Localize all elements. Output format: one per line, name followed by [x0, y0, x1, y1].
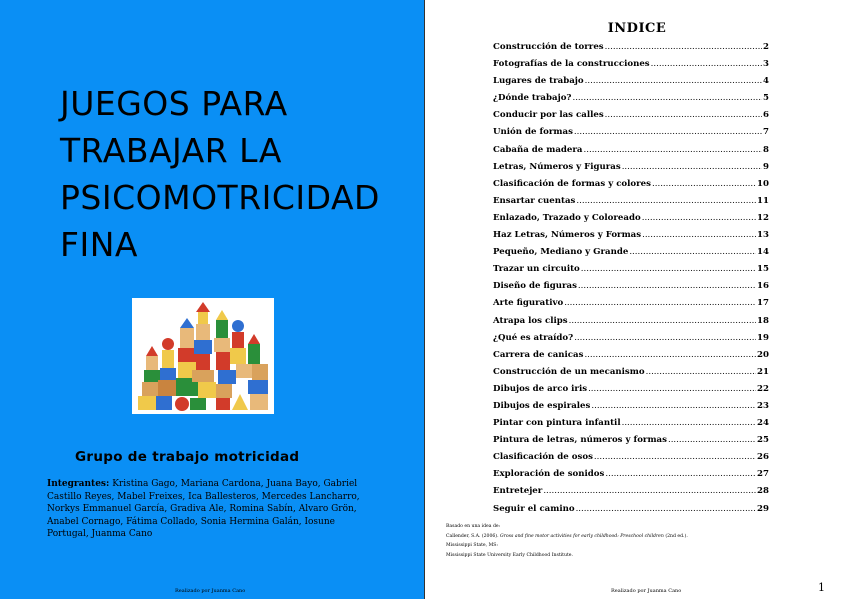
- toc-entry-page: 3: [763, 59, 769, 70]
- toc-entry[interactable]: [493, 435, 769, 452]
- toc-leader-dots: [668, 435, 756, 445]
- index-page: [424, 0, 848, 599]
- toc-entry-title: Arte figurativo: [493, 298, 564, 309]
- toc-entry-title: Dibujos de espirales: [493, 400, 591, 411]
- cover-title-line: PSICOMOTRICIDAD: [60, 178, 380, 217]
- toc-entry-page: 12: [757, 212, 769, 223]
- toc-entry-page: 24: [757, 418, 769, 429]
- toc-entry[interactable]: [493, 76, 769, 93]
- toc-entry-title: Enlazado, Trazado y Coloreado: [493, 212, 641, 223]
- source-citation-title: Gross and fine motor activities for early childhood: Preschool children: [500, 533, 664, 539]
- toc-entry-page: 6: [763, 110, 769, 121]
- toc-entry-title: Dibujos de arco iris: [493, 383, 588, 394]
- toc-entry[interactable]: [493, 93, 769, 110]
- source-citation-author: Callender, S.A. (2006).: [446, 533, 499, 539]
- toc-leader-dots: [572, 93, 762, 103]
- toc-leader-dots: [581, 264, 756, 274]
- toc-entry-page: 28: [757, 486, 769, 497]
- toc-entry-page: 26: [757, 452, 769, 463]
- toc-entry-title: Carrera de canicas: [493, 349, 584, 360]
- toc-entry-page: 7: [763, 127, 769, 138]
- cover-title-line: JUEGOS PARA: [60, 84, 288, 123]
- toc-entry-page: 27: [757, 469, 769, 480]
- toc-entry-page: 8: [763, 144, 769, 155]
- toc-leader-dots: [576, 196, 756, 206]
- toc-entry-page: 19: [757, 332, 769, 343]
- toc-leader-dots: [543, 486, 756, 496]
- toc-entry-page: 23: [757, 400, 769, 411]
- toc-entry-title: Fotografías de la construcciones: [493, 59, 650, 70]
- toc-leader-dots: [585, 76, 762, 86]
- index-title: INDICE: [607, 21, 667, 36]
- toc-entry[interactable]: [493, 162, 769, 179]
- wooden-blocks-image: [132, 298, 274, 414]
- toc-leader-dots: [569, 316, 756, 326]
- toc-entry-page: 29: [757, 503, 769, 514]
- toc-entry[interactable]: [493, 298, 769, 315]
- toc-entry-page: 9: [763, 161, 769, 172]
- cover-title: [60, 80, 400, 268]
- toc-leader-dots: [564, 298, 756, 308]
- toc-leader-dots: [605, 110, 762, 120]
- cover-title-line: FINA: [60, 225, 138, 264]
- toc-entry-title: Diseño de figuras: [493, 281, 577, 292]
- toc-entry[interactable]: [493, 59, 769, 76]
- toc-leader-dots: [652, 179, 756, 189]
- toc-entry[interactable]: [493, 350, 769, 367]
- toc-entry-title: Conducir por las calles: [493, 110, 604, 121]
- toc-entry-title: Clasificación de osos: [493, 452, 593, 463]
- toc-entry[interactable]: [493, 486, 769, 503]
- toc-entry-title: Construcción de un mecanismo: [493, 366, 645, 377]
- toc-entry-title: ¿Qué es atraído?: [493, 332, 574, 343]
- toc-entry-title: Seguir el camino: [493, 503, 575, 514]
- toc-entry-page: 20: [757, 349, 769, 360]
- toc-entry-page: 22: [757, 383, 769, 394]
- wooden-blocks-illustration: [132, 298, 274, 414]
- toc-leader-dots: [642, 213, 756, 223]
- toc-entry-page: 13: [757, 230, 769, 241]
- toc-entry[interactable]: [493, 316, 769, 333]
- toc-entry[interactable]: [493, 384, 769, 401]
- toc-entry-page: 5: [763, 93, 769, 104]
- cover-footer: Realizado por Juanma Cano: [175, 588, 246, 594]
- toc-entry[interactable]: [493, 264, 769, 281]
- toc-entry-title: Trazar un circuito: [493, 264, 580, 275]
- toc-leader-dots: [584, 350, 756, 360]
- toc-entry[interactable]: [493, 179, 769, 196]
- toc-entry-title: Atrapa los clips: [493, 315, 568, 326]
- toc-entry[interactable]: [493, 247, 769, 264]
- source-citation-end: (2nd ed.). Mississippi State, MS:: [446, 533, 688, 548]
- toc-entry-page: 4: [763, 76, 769, 87]
- toc-entry-title: Construcción de torres: [493, 42, 604, 52]
- toc-entry[interactable]: [493, 145, 769, 162]
- toc-leader-dots: [629, 247, 756, 257]
- toc-entry-page: 21: [757, 366, 769, 377]
- source-citation: [446, 532, 706, 551]
- toc-entry[interactable]: [493, 196, 769, 213]
- toc-entry-title: Lugares de trabajo: [493, 76, 584, 87]
- toc-entry-title: Haz Letras, Números y Formas: [493, 230, 642, 241]
- toc-leader-dots: [588, 384, 756, 394]
- toc-entry-page: 10: [757, 178, 769, 189]
- toc-leader-dots: [574, 333, 756, 343]
- toc-entry-page: 14: [757, 247, 769, 258]
- toc-entry[interactable]: [493, 367, 769, 384]
- toc-entry-page: 17: [757, 298, 769, 309]
- toc-leader-dots: [605, 469, 756, 479]
- toc-entry[interactable]: [493, 281, 769, 298]
- toc-entry-title: ¿Dónde trabajo?: [493, 93, 572, 104]
- group-heading: Grupo de trabajo motricidad: [75, 449, 300, 465]
- source-intro: Basado en una idea de:: [446, 524, 501, 529]
- toc-entry[interactable]: [493, 401, 769, 418]
- toc-entry-title: Ensartar cuentas: [493, 195, 576, 206]
- toc-entry[interactable]: [493, 333, 769, 350]
- toc-entry-title: Cabaña de madera: [493, 144, 583, 155]
- members-paragraph: [47, 478, 377, 541]
- toc-entry-page: 18: [757, 315, 769, 326]
- toc-leader-dots: [594, 452, 756, 462]
- toc-entry-title: Entretejer: [493, 486, 543, 497]
- table-of-contents: [493, 42, 769, 521]
- toc-entry[interactable]: [493, 452, 769, 469]
- toc-leader-dots: [622, 418, 756, 428]
- toc-leader-dots: [605, 42, 762, 52]
- cover-title-line: TRABAJAR LA: [60, 131, 282, 170]
- toc-entry[interactable]: [493, 110, 769, 127]
- toc-entry[interactable]: [493, 469, 769, 486]
- toc-entry-title: Pequeño, Mediano y Grande: [493, 247, 629, 258]
- toc-leader-dots: [574, 127, 762, 137]
- source-note: [446, 522, 706, 560]
- toc-entry-title: Letras, Números y Figuras: [493, 161, 621, 172]
- toc-entry[interactable]: [493, 504, 769, 521]
- toc-entry-title: Exploración de sonidos: [493, 469, 605, 480]
- members-label: Integrantes:: [47, 479, 110, 489]
- toc-entry-title: Pintar con pintura infantil: [493, 418, 621, 429]
- toc-entry-page: 11: [757, 195, 769, 206]
- toc-leader-dots: [651, 59, 762, 69]
- toc-entry[interactable]: [493, 127, 769, 144]
- toc-entry[interactable]: [493, 42, 769, 59]
- toc-leader-dots: [578, 281, 756, 291]
- toc-leader-dots: [642, 230, 756, 240]
- page-number: 1: [818, 581, 825, 594]
- toc-leader-dots: [591, 401, 756, 411]
- toc-entry[interactable]: [493, 213, 769, 230]
- toc-entry-page: 16: [757, 281, 769, 292]
- toc-entry[interactable]: [493, 418, 769, 435]
- toc-leader-dots: [576, 504, 756, 514]
- source-publisher: Mississippi State University Early Childhood Institute.: [446, 552, 573, 558]
- toc-leader-dots: [646, 367, 756, 377]
- toc-entry-title: Unión de formas: [493, 127, 573, 138]
- index-footer: Realizado por Juanma Cano: [611, 588, 682, 594]
- toc-entry-title: Clasificación de formas y colores: [493, 178, 651, 189]
- toc-entry[interactable]: [493, 230, 769, 247]
- toc-entry-page: 15: [757, 264, 769, 275]
- toc-entry-title: Pintura de letras, números y formas: [493, 435, 667, 446]
- toc-leader-dots: [584, 145, 763, 155]
- members-list: Kristina Gago, Mariana Cardona, Juana Bayo, Gabriel Castillo Reyes, Mabel Freixes, Ica Ballesteros, Mercedes Lancharro, Norkys Emmanuel García, Gradiva Ale, Romina Sabín, Alvaro Grön, Anabel Cornago, Fátima Collado, Sonia Hermina Galán, Iosune Portugal, Juanma Cano: [47, 479, 360, 539]
- toc-entry-page: 2: [763, 42, 769, 52]
- toc-leader-dots: [622, 162, 762, 172]
- toc-entry-page: 25: [757, 435, 769, 446]
